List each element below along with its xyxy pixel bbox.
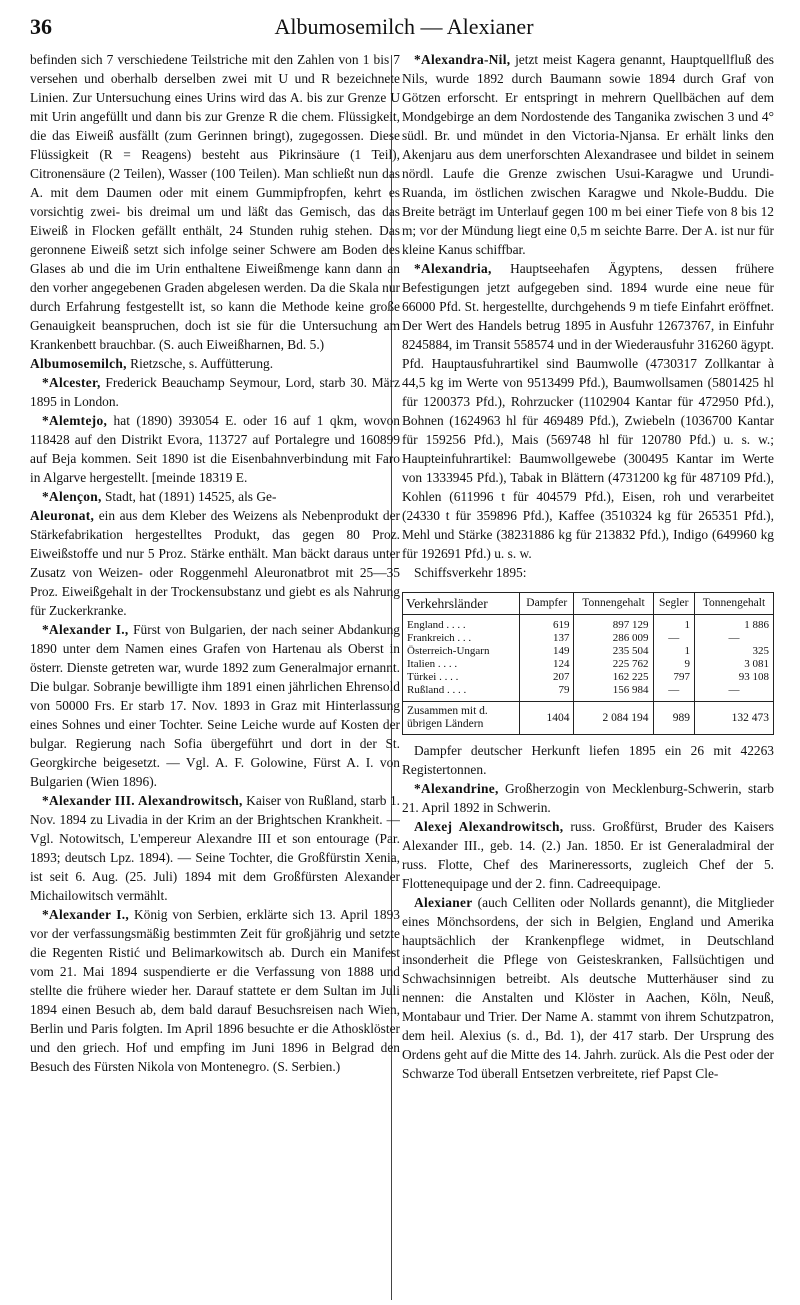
left-column bbox=[30, 50, 400, 1300]
entry-text: Hauptseehafen Ägyptens, dessen frühere Befestigungen jetzt aufgegeben sind. 1894 wurde eine neue für 66000 Pfd. St. hergestellte, durchgehends 9 m tiefe Einfahrt eröffnet. Der Wert des Handels betrug 1895 in Ausfuhr 12673767, in Einfuhr 8245884, im Transit 558574 und in der Wiederausfuhr 316260 ägypt. Pfd. Hauptausfuhrartikel sind Baumwolle (4730317 Zollkantar à 44,5 kg im Werte von 9513499 Pfd.), Baumwollsamen (5801425 hl für 1200373 Pfd.), Rohrzucker (1102904 Kantar für 472950 Pfd.), Bohnen (1624963 hl für 469489 Pfd.), Zwiebeln (1036700 Kantar für 159256 Pfd.), Mais (569748 hl für 120780 Pfd.) u. s. w.; Haupteinfuhrartikel: Baumwollgewebe (300495 Kantar im Werte von 1333945 Pfd.), Tabak in Blättern (4731200 kg für 487109 Pfd.), Kohlen (611996 t für 404579 Pfd.), Eisen, roh und verarbeitet (24330 t für 359896 Pfd.), Kaffee (3510324 kg für 265351 Pfd.), Mehl und Stärke (38231886 kg für 213832 Pfd.), Indigo (649960 kg für 192691 Pfd.) u. s. w. bbox=[402, 261, 774, 561]
entry-text: Großherzogin von Mecklenburg-Schwerin, starb 21. April 1892 in Schwerin. bbox=[402, 781, 774, 815]
table-cell-tonnage-sail: 325 bbox=[694, 645, 773, 658]
entry-text: Fürst von Bulgarien, der nach seiner Abdankung 1890 unter dem Namen eines Grafen von Hartenau als Oberst in österr. Dienste getreten war, wurde 1892 zum Generalmajor ernannt. Die bulgar. Sobranje bewilligte ihm 1891 einen jährlichen Ehrensold von 50000 Frs. Er starb 17. Nov. 1893 in Graz mit Hinterlassung eines Sohnes und einer Tochter. Seine Leiche wurde auf Kosten der bulgar. Regierung nach Sofia übergeführt und dort in der St. Georgkirche beigesetzt. — Vgl. A. F. Golowine, Fürst A. I. von Bulgarien (Wien 1896). bbox=[30, 622, 400, 789]
page-header bbox=[30, 8, 778, 48]
table-cell-tonnage-steam: 162 225 bbox=[574, 671, 653, 684]
dictionary-entry bbox=[30, 354, 400, 373]
entry-text: Dampfer deutscher Herkunft liefen 1895 ein 26 mit 42263 Registertonnen. bbox=[402, 743, 774, 777]
table-cell-steamers: 149 bbox=[520, 645, 574, 658]
table-cell-tonnage-steam: 235 504 bbox=[574, 645, 653, 658]
table-cell-tonnage-steam: 897 129 bbox=[574, 615, 653, 633]
dictionary-entry bbox=[402, 259, 774, 563]
shipping-table bbox=[402, 592, 774, 735]
entry-headword: Alexianer bbox=[414, 895, 473, 910]
table-cell-tonnage-steam: 156 984 bbox=[574, 684, 653, 702]
entry-headword: *Alexandria, bbox=[414, 261, 492, 276]
entry-headword: *Alexander I., bbox=[42, 622, 129, 637]
dictionary-entry bbox=[402, 741, 774, 779]
right-column-entries-top bbox=[402, 50, 774, 582]
table-cell-tonnage-steam: 225 762 bbox=[574, 658, 653, 671]
entry-headword: *Alexandrine, bbox=[414, 781, 499, 796]
dictionary-entry bbox=[402, 563, 774, 582]
table-cell-steamers: 207 bbox=[520, 671, 574, 684]
table-total-sailers: 989 bbox=[653, 702, 694, 735]
dictionary-entry bbox=[30, 487, 400, 506]
entry-text: jetzt meist Kagera genannt, Hauptquellfluß des Nils, wurde 1892 durch Baumann sowie 1894 durch Graf von Götzen erforscht. Er entspringt in mehrern Quellbächen auf dem Mondgebirge an dem Nordostende des Tanganika zwischen 3 und 4° südl. Br. und mündet in den Victoria-Njansa. Er erhält links den Akenjaru aus dem unerforschten Alexandrasee und bildet in seinem nördl. Laufe die Grenze zwischen Usui-Karagwe und Urundi-Ruanda, im östlichen zwischen Karagwe und Nkole-Buddu. Die Breite beträgt im Unterlauf gegen 100 m bei einer Tiefe von 8 bis 12 m; vor der Mündung liegt eine 0,5 m seichte Barre. Der A. ist nur für kleine Kanus schiffbar. bbox=[402, 52, 774, 257]
dictionary-entry bbox=[30, 905, 400, 1076]
table-row bbox=[403, 671, 774, 684]
dictionary-entry bbox=[30, 50, 400, 354]
entry-headword: *Alexandra-Nil, bbox=[414, 52, 511, 67]
table-cell-sailers: — bbox=[653, 684, 694, 702]
table-cell-country: Türkei . . . . bbox=[403, 671, 520, 684]
entry-text: russ. Großfürst, Bruder des Kaisers Alexander III., geb. 14. (2.) Jan. 1850. Er ist Generaladmiral der russ. Flotte, Chef des Marineressorts, zugleich Chef der 5. Flottenequipage und der 2. finn. Cadreequipage. bbox=[402, 819, 774, 891]
dictionary-entry bbox=[30, 411, 400, 487]
entry-headword: *Alcester, bbox=[42, 375, 101, 390]
table-row bbox=[403, 658, 774, 671]
table-cell-sailers: 797 bbox=[653, 671, 694, 684]
dictionary-entry bbox=[402, 893, 774, 1083]
entry-headword: *Alexander III. Alexandrowitsch, bbox=[42, 793, 243, 808]
table-cell-steamers: 619 bbox=[520, 615, 574, 633]
table-cell-sailers: 1 bbox=[653, 615, 694, 633]
table-cell-sailers: — bbox=[653, 632, 694, 645]
running-title: Albumosemilch — Alexianer bbox=[274, 14, 534, 39]
entry-text: Schiffsverkehr 1895: bbox=[414, 565, 527, 580]
right-column-entries-bottom bbox=[402, 741, 774, 1083]
right-column bbox=[402, 50, 774, 1300]
entry-headword: Alexej Alexandrowitsch, bbox=[414, 819, 564, 834]
table-cell-tonnage-sail: — bbox=[694, 684, 773, 702]
entry-text: befinden sich 7 verschiedene Teilstriche mit den Zahlen von 1 bis 7 versehen und oberhalb derselben zwei mit U und R bezeichnete Linien. Zur Untersuchung eines Urins wird das A. bis zur Grenze U mit Urin angefüllt und dann bis zur Grenze R die chem. Flüssigkeit, die das Eiweiß ausfällt (zum Gerinnen bringt), zugegossen. Diese Flüssigkeit (R = Reagens) besteht aus Pikrinsäure (1 Teil), Citronensäure (2 Teilen), Wasser (100 Teilen). Man schließt nun das A. mit dem Daumen oder mit einem Gummipfropfen, kehrt es vorsichtig zwei- bis dreimal um und läßt das Gemisch, das das Eiweiß in Flocken gefällt enthält, 24 Stunden ruhig stehen. Das geronnene Eiweiß setzt sich infolge seiner Schwere am Boden des Glases ab und die im Urin enthaltene Eiweißmenge kann dann an den vorher angegebenen Graden abgelesen werden. Da die Skala nur durch Erfahrung festgestellt ist, so kann die Methode keine große Genauigkeit beanspruchen, doch ist sie für die Untersuchung am Krankenbett brauchbar. (S. auch Eiweißharnen, Bd. 5.) bbox=[30, 52, 400, 352]
entry-text: Rietzsche, s. Auffütterung. bbox=[126, 356, 274, 371]
table-row bbox=[403, 645, 774, 658]
table-cell-steamers: 124 bbox=[520, 658, 574, 671]
dictionary-entry bbox=[30, 506, 400, 620]
dictionary-entry bbox=[30, 791, 400, 905]
table-cell-country: England . . . . bbox=[403, 615, 520, 633]
dictionary-entry bbox=[30, 373, 400, 411]
table-cell-sailers: 1 bbox=[653, 645, 694, 658]
table-cell-country: Italien . . . . bbox=[403, 658, 520, 671]
table-header-steamers: Dampfer bbox=[520, 593, 574, 615]
entry-text: (auch Celliten oder Nollards genannt), die Mitglieder eines Mönchsordens, der sich in Belgien, England und Amerika hauptsächlich der Krankenpflege widmet, in Deutschland insonderheit die Pflege von Geisteskranken, Fallsüchtigen und Schwachsinnigen betreibt. Als deutsche Mutterhäuser sind zu nennen: die Anstalten und Klöster in Aachen, Köln, Neuß, Montabaur und Trier. Der Name A. stammt von ihrem Schutzpatron, dem heil. Alexius (s. d., Bd. 1), der 417 starb. Der Ursprung des Ordens geht auf die Mitte des 14. Jahrh. zurück. Als die Pest oder der Schwarze Tod überall Entsetzen verbreitete, rief Papst Cle- bbox=[402, 895, 774, 1081]
entry-headword: *Alençon, bbox=[42, 489, 102, 504]
table-total-row bbox=[403, 702, 774, 735]
dictionary-entry bbox=[402, 779, 774, 817]
table-body bbox=[403, 615, 774, 702]
table-row bbox=[403, 684, 774, 702]
entry-headword: Albumosemilch, bbox=[30, 356, 127, 371]
table-cell-tonnage-sail: — bbox=[694, 632, 773, 645]
table-total-tonnage-steam: 2 084 194 bbox=[574, 702, 653, 735]
table-cell-country: Frankreich . . . bbox=[403, 632, 520, 645]
dictionary-entry bbox=[402, 50, 774, 259]
table-cell-sailers: 9 bbox=[653, 658, 694, 671]
table-total-label: Zusammen mit d. übrigen Ländern bbox=[403, 702, 520, 735]
table-header-sailers: Segler bbox=[653, 593, 694, 615]
page-number: 36 bbox=[30, 14, 52, 39]
entry-text: Frederick Beauchamp Seymour, Lord, starb 30. März 1895 in London. bbox=[30, 375, 400, 409]
entry-text: Kaiser von Rußland, starb 1. Nov. 1894 zu Livadia in der Krim an der Brightschen Krankheit. — Vgl. Notowitsch, L'empereur Alexandre III et son entourage (Par. 1893; deutsch Lpz. 1894). — Seine Tochter, die Großfürstin Xenia, ist seit 6. Aug. (25. Juli) 1894 mit dem Großfürsten Alexander Michailowitsch vermählt. bbox=[30, 793, 400, 903]
table-cell-tonnage-steam: 286 009 bbox=[574, 632, 653, 645]
table-total-steamers: 1404 bbox=[520, 702, 574, 735]
dictionary-entry bbox=[402, 817, 774, 893]
table-row bbox=[403, 632, 774, 645]
table-cell-country: Österreich-Ungarn bbox=[403, 645, 520, 658]
table-cell-steamers: 137 bbox=[520, 632, 574, 645]
entry-text: ein aus dem Kleber des Weizens als Nebenprodukt der Stärkefabrikation hergestelltes Produkt, das gegen 80 Proz. Eiweißstoffe und nur 5 Proz. Stärke enthält. Man bäckt daraus unter Zusatz von Weizen- oder Roggenmehl Aleuronatbrot mit 25—35 Proz. Eiweißgehalt in der Trockensubstanz und giebt es als Nahrung für Zuckerkranke. bbox=[30, 508, 400, 618]
table-row bbox=[403, 615, 774, 633]
entry-text: König von Serbien, erklärte sich 13. April 1893 vor der verfassungsmäßig bestimmten Zeit für großjährig und setzte die Regenten Ristić und Belimarkowitsch ab. Durch ein Manifest vom 21. Mai 1894 suspendierte er die Verfassung von 1888 und stellte die frühere wieder her. Darauf stattete er dem Sultan im Juli 1894 einen Besuch ab, dem bald darauf Besuchsreisen nach Wien, Berlin und Paris folgten. Im April 1896 besuchte er die Athosklöster und den griech. Hof und empfing im Juni 1896 in Belgrad den Besuch des Fürsten Nikola von Montenegro. (S. Serbien.) bbox=[30, 907, 400, 1074]
table-total-tonnage-sail: 132 473 bbox=[694, 702, 773, 735]
table-cell-country: Rußland . . . . bbox=[403, 684, 520, 702]
table-header-countries: Verkehrsländer bbox=[403, 593, 520, 615]
table-header-row bbox=[403, 593, 774, 615]
dictionary-entry bbox=[30, 620, 400, 791]
table-cell-tonnage-sail: 93 108 bbox=[694, 671, 773, 684]
table-header-tonnage-steam: Tonnengehalt bbox=[574, 593, 653, 615]
entry-text: hat (1890) 393054 E. oder 16 auf 1 qkm, wovon 118428 auf den Distrikt Evora, 113727 auf Portalegre und 160899 auf Beja kommen. Seit 1890 ist die Eisenbahnverbindung mit Faro in Algarve hergestellt. [meinde 18319 E. bbox=[30, 413, 400, 485]
table-cell-tonnage-sail: 3 081 bbox=[694, 658, 773, 671]
entry-headword: *Alemtejo, bbox=[42, 413, 108, 428]
table-cell-tonnage-sail: 1 886 bbox=[694, 615, 773, 633]
entry-headword: Aleuronat, bbox=[30, 508, 95, 523]
table-header-tonnage-sail: Tonnengehalt bbox=[694, 593, 773, 615]
entry-text: Stadt, hat (1891) 14525, als Ge- bbox=[101, 489, 277, 504]
table-cell-steamers: 79 bbox=[520, 684, 574, 702]
entry-headword: *Alexander I., bbox=[42, 907, 130, 922]
